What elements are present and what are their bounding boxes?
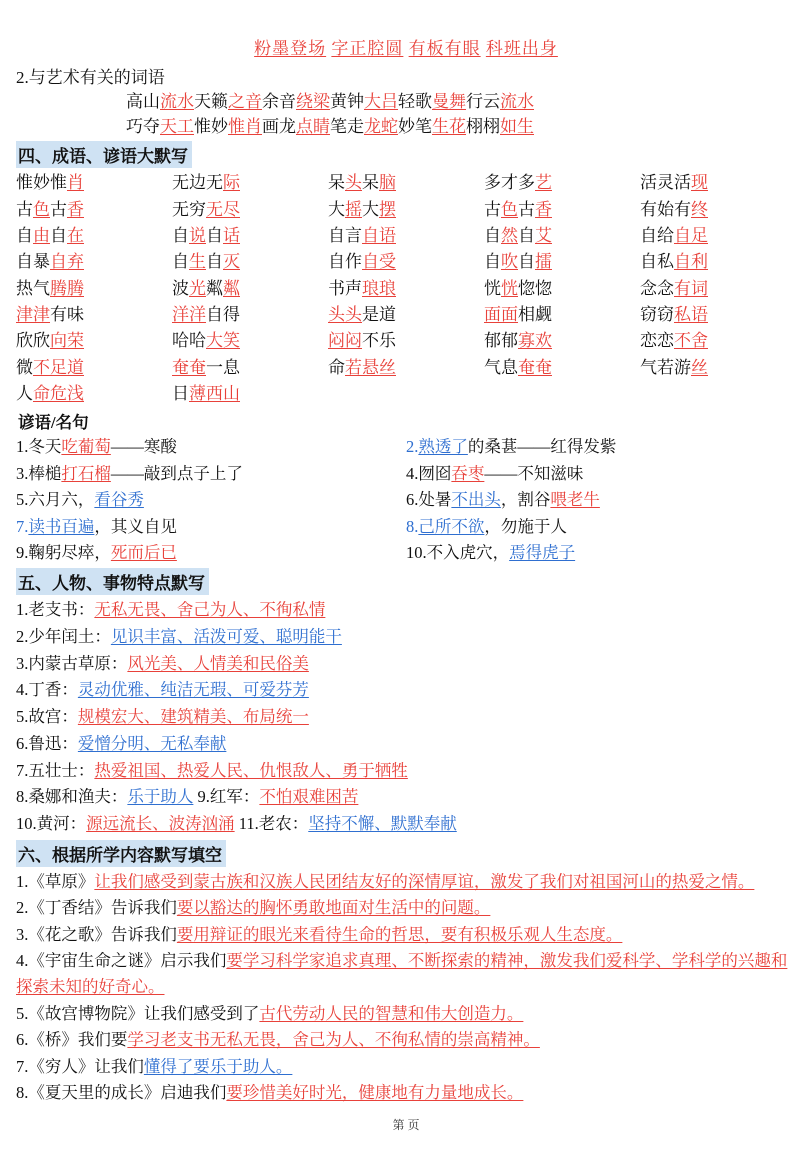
idiom-cell: [640, 276, 796, 302]
idiom-text: 危浅: [50, 384, 84, 404]
proverb-text: 焉得虎子: [509, 542, 576, 562]
trait-text: 9.红军：: [193, 787, 260, 807]
idiom-text: 命: [33, 384, 50, 404]
proverb-text: 8.: [406, 516, 419, 536]
character-trait-item: [16, 811, 796, 838]
proverb-text: ，割谷: [500, 490, 551, 510]
section4-title: [16, 141, 796, 168]
trait-text: 灵动优雅、纯洁无瑕、可爱芬芳: [77, 680, 309, 700]
art-term: 如生: [500, 116, 534, 136]
idiom-text: 际: [223, 173, 240, 193]
idiom-cell: [16, 302, 172, 328]
idiom-text: 生: [189, 252, 206, 272]
proverb-text: 5.六月六，: [16, 490, 95, 510]
proverb-item: [406, 487, 796, 513]
character-trait-item: [16, 758, 796, 785]
idiom-text: 自: [484, 252, 501, 272]
idiom-text: 无穷: [172, 199, 206, 219]
idiom-cell: [172, 223, 328, 249]
idiom-cell: [484, 197, 640, 223]
idiom-text: 有词: [674, 278, 708, 298]
idiom-text: 自利: [674, 252, 708, 272]
proverb-item: [16, 514, 406, 540]
fill-text: 5.《故宫博物院》让我们感受到了: [16, 1003, 260, 1023]
section6-title-text: 六、根据所学内容默写填空: [16, 840, 226, 867]
idiom-cell: [16, 276, 172, 302]
trait-text: 不怕艰难困苦: [259, 787, 359, 807]
idiom-text: 头: [345, 173, 362, 193]
proverb-text: 喂老牛: [550, 490, 600, 510]
proverb-item: [406, 434, 796, 460]
art-term: 惟妙: [194, 116, 228, 136]
trait-text: 无私无畏、舍己为人、不徇私情: [94, 600, 326, 620]
idiom-cell: [484, 170, 640, 196]
idiom-cell: [172, 276, 328, 302]
header-idiom-line: [16, 34, 796, 59]
idiom-text: 微: [16, 357, 33, 377]
art-term: 笔走: [330, 116, 364, 136]
proverb-item: [406, 461, 796, 487]
proverb-text: 9.鞠躬尽瘁，: [16, 542, 111, 562]
art-term: 流水: [500, 92, 534, 111]
art-term: 黄钟: [330, 92, 364, 111]
art-term: 轻歌: [398, 92, 432, 111]
idiom-text: 粼: [206, 278, 223, 298]
proverb-item: [16, 487, 406, 513]
idiom-text: 自: [206, 252, 223, 272]
art-term: 点睛: [296, 116, 330, 136]
trait-text: 1.老支书：: [16, 600, 95, 620]
idiom-text: 然: [501, 225, 518, 245]
idiom-text: 现: [691, 173, 708, 193]
proverb-label: 谚语/名句: [18, 413, 89, 433]
proverb-text: 吞枣: [451, 463, 485, 483]
idiom-text: 灭: [223, 252, 240, 272]
art-term: 巧夺: [126, 116, 160, 136]
trait-text: 规模宏大、建筑精美、布局统一: [77, 707, 309, 727]
idiom-text: 自: [484, 225, 501, 245]
idiom-text: 若悬丝: [345, 357, 396, 377]
idiom-cell: [172, 355, 328, 381]
idiom-cell: [172, 249, 328, 275]
section2-title: 2.与艺术有关的词语: [16, 68, 165, 87]
idiom-text: 命: [328, 357, 345, 377]
proverb-text: 的桑葚——红得发紫: [467, 437, 617, 457]
idiom-text: 自: [172, 225, 189, 245]
header-term: 粉墨登场: [254, 39, 327, 58]
idiom-text: 恍: [484, 278, 501, 298]
page-footer: 第 页: [392, 1118, 420, 1133]
trait-text: 见识丰富、活泼可爱、聪明能干: [110, 627, 342, 647]
idiom-text: 终: [691, 199, 708, 219]
idiom-cell: [484, 276, 640, 302]
idiom-cell: [16, 381, 172, 407]
idiom-text: 自弃: [50, 252, 84, 272]
trait-text: 爱憎分明、无私奉献: [77, 733, 227, 753]
proverb-text: 死而后已: [110, 542, 177, 562]
idiom-cell: [328, 197, 484, 223]
idiom-text: 肖: [67, 173, 84, 193]
idiom-cell: [172, 328, 328, 354]
proverb-text: ——敲到点子上了: [110, 463, 243, 483]
idiom-text: 恍: [501, 278, 518, 298]
idiom-text: 多才多: [484, 173, 535, 193]
character-trait-item: [16, 597, 796, 624]
idiom-text: 由: [33, 225, 50, 245]
fill-blank-item: [16, 922, 796, 948]
idiom-text: 自作: [328, 252, 362, 272]
section2-line: [126, 90, 796, 115]
idiom-text: 波: [172, 278, 189, 298]
idiom-text: 人: [16, 384, 33, 404]
idiom-text: 面面: [484, 305, 518, 324]
idiom-text: 摆: [379, 199, 396, 219]
idiom-text: 是道: [362, 305, 396, 324]
idiom-text: 欣欣: [16, 331, 50, 351]
idiom-text: 在: [67, 225, 84, 245]
idiom-text: 书声: [328, 278, 362, 298]
idiom-text: 自暴: [16, 252, 50, 272]
idiom-text: 薄西山: [189, 384, 240, 404]
art-term: 流水: [160, 92, 194, 111]
idiom-cell: [640, 197, 796, 223]
section6-title: [16, 840, 796, 867]
idiom-text: 古: [50, 199, 67, 219]
header-term: 字正腔圆: [331, 39, 404, 58]
idiom-text: 活灵活: [640, 173, 691, 193]
proverb-item: [16, 461, 406, 487]
idiom-text: 色: [501, 199, 518, 219]
idiom-text: 古: [16, 199, 33, 219]
proverb-text: 己所不欲: [418, 516, 485, 536]
fill-text: 1.《草原》: [16, 871, 95, 891]
idiom-text: 自私: [640, 252, 674, 272]
idiom-cell: [484, 249, 640, 275]
trait-text: 源远流长、波涛汹涌: [86, 814, 235, 834]
art-term: 栩栩: [466, 116, 500, 136]
idiom-cell: [484, 223, 640, 249]
trait-text: 乐于助人: [127, 787, 194, 807]
idiom-text: 自得: [206, 305, 240, 324]
art-term: 曼舞: [432, 92, 466, 111]
idiom-text: 奄奄: [172, 357, 206, 377]
fill-text: 8.《夏天里的成长》启迪我们: [16, 1082, 227, 1102]
idiom-text: 自: [206, 225, 223, 245]
idiom-text: 脑: [379, 173, 396, 193]
idiom-cell: [172, 302, 328, 328]
idiom-text: 有味: [50, 305, 84, 324]
art-term: 画龙: [262, 116, 296, 136]
idiom-text: 向荣: [50, 331, 84, 351]
idiom-text: 香: [535, 199, 552, 219]
section2-lines: [126, 90, 796, 139]
idiom-text: 气若游: [640, 357, 691, 377]
idiom-text: 色: [33, 199, 50, 219]
fill-text: 4.《宇宙生命之谜》启示我们: [16, 950, 227, 970]
trait-text: 8.桑娜和渔夫：: [16, 787, 128, 807]
idiom-text: 自言: [328, 225, 362, 245]
art-term: 生花: [432, 116, 466, 136]
proverb-text: 3.棒槌: [16, 463, 62, 483]
trait-text: 10.黄河：: [16, 814, 87, 834]
idiom-text: 不足: [33, 357, 67, 377]
idiom-text: 自语: [362, 225, 396, 245]
idiom-text: 自: [16, 225, 33, 245]
idiom-text: 一息: [206, 357, 240, 377]
proverb-text: 不出头: [451, 490, 501, 510]
idiom-text: 日: [172, 384, 189, 404]
fill-blank-item: [16, 1001, 796, 1027]
trait-text: 热爱祖国、热爱人民、仇恨敌人、勇于牺牲: [94, 760, 408, 780]
section5-title: [16, 568, 796, 595]
trait-text: 坚持不懈、默默奉献: [308, 814, 457, 834]
idiom-text: 呆: [328, 173, 345, 193]
header-term: 有板有眼: [408, 39, 481, 58]
idiom-text: 大: [362, 199, 379, 219]
proverb-text: 熟透了: [418, 437, 468, 457]
proverb-text: 读书百遍: [28, 516, 95, 536]
idiom-cell: [16, 223, 172, 249]
idiom-text: 自给: [640, 225, 674, 245]
idiom-text: 大笑: [206, 331, 240, 351]
idiom-text: 古: [518, 199, 535, 219]
proverb-text: ，其义自见: [94, 516, 177, 536]
idiom-text: 话: [223, 225, 240, 245]
idiom-cell: [172, 381, 328, 407]
idiom-cell: [328, 249, 484, 275]
art-term: 大吕: [364, 92, 398, 111]
idiom-text: 说: [189, 225, 206, 245]
idiom-text: 艺: [535, 173, 552, 193]
section2-line: [126, 115, 796, 140]
idiom-text: 闷闷: [328, 331, 362, 351]
idiom-text: 自足: [674, 225, 708, 245]
idiom-text: 哈哈: [172, 331, 206, 351]
art-term: 天工: [160, 116, 194, 136]
idiom-text: 自受: [362, 252, 396, 272]
art-term: 高山: [126, 92, 160, 111]
idiom-cell: [16, 328, 172, 354]
idiom-text: 吹: [501, 252, 518, 272]
idiom-cell: [16, 355, 172, 381]
section4-title-text: 四、成语、谚语大默写: [16, 141, 192, 168]
fill-blank-list: [16, 869, 796, 1107]
idiom-cell: [640, 302, 796, 328]
idiom-text: 古: [484, 199, 501, 219]
idiom-text: 自: [518, 252, 535, 272]
idiom-text: 寡欢: [518, 331, 552, 351]
trait-text: 5.故宫：: [16, 707, 78, 727]
idiom-cell: [640, 249, 796, 275]
proverb-item: [406, 540, 796, 566]
idiom-cell: [640, 355, 796, 381]
idiom-text: 光: [189, 278, 206, 298]
idiom-text: 惟妙惟: [16, 173, 67, 193]
section5-title-text: 五、人物、事物特点默写: [16, 568, 209, 595]
idiom-text: 头头: [328, 305, 362, 324]
fill-blank-item: [16, 869, 796, 895]
idiom-text: 腾腾: [50, 278, 84, 298]
idiom-text: 丝: [691, 357, 708, 377]
idiom-cell: [328, 302, 484, 328]
character-trait-item: [16, 624, 796, 651]
fill-blank-item: [16, 1054, 796, 1080]
trait-text: 6.鲁迅：: [16, 733, 78, 753]
proverb-text: 2.: [406, 437, 419, 457]
proverb-item: [16, 540, 406, 566]
idiom-text: 津津: [16, 305, 50, 324]
fill-blank-item: [16, 895, 796, 921]
idiom-grid: [16, 170, 796, 407]
idiom-text: 大: [328, 199, 345, 219]
fill-text: 2.《丁香结》告诉我们: [16, 898, 177, 918]
fill-text: 3.《花之歌》告诉我们: [16, 924, 177, 944]
idiom-text: 自: [50, 225, 67, 245]
fill-text: 学习老支书无私无畏，舍己为人、不徇私情的崇高精神。: [127, 1030, 540, 1050]
art-term: 余音: [262, 92, 296, 111]
fill-text: 要用辩证的眼光来看待生命的哲思，要有积极乐观人生态度。: [176, 924, 623, 944]
idiom-text: 道: [67, 357, 84, 377]
idiom-cell: [328, 355, 484, 381]
idiom-text: 郁郁: [484, 331, 518, 351]
idiom-cell: [640, 328, 796, 354]
idiom-text: 热气: [16, 278, 50, 298]
proverb-text: 看谷秀: [94, 490, 144, 510]
idiom-text: 不乐: [362, 331, 396, 351]
idiom-text: 自: [518, 225, 535, 245]
character-trait-item: [16, 677, 796, 704]
idiom-text: 恋恋: [640, 331, 674, 351]
idiom-text: 私语: [674, 305, 708, 324]
fill-text: 让我们感受到蒙古族和汉族人民团结友好的深情厚谊，激发了我们对祖国河山的热爱之情。: [94, 871, 755, 891]
proverb-text: 7.: [16, 516, 29, 536]
idiom-text: 洋洋: [172, 305, 206, 324]
idiom-text: 相觑: [518, 305, 552, 324]
character-trait-list: [16, 597, 796, 837]
fill-text: 6.《桥》我们要: [16, 1030, 128, 1050]
fill-blank-item: [16, 948, 796, 1001]
character-trait-item: [16, 731, 796, 758]
proverb-text: ，勿施于人: [484, 516, 567, 536]
idiom-text: 惚惚: [518, 278, 552, 298]
idiom-cell: [484, 355, 640, 381]
art-term: 行云: [466, 92, 500, 111]
fill-blank-item: [16, 1080, 796, 1106]
idiom-cell: [172, 197, 328, 223]
art-term: 妙笔: [398, 116, 432, 136]
proverb-text: ——寒酸: [110, 437, 177, 457]
art-term: 之音: [228, 92, 262, 111]
idiom-text: 无尽: [206, 199, 240, 219]
idiom-cell: [328, 170, 484, 196]
idiom-text: 艾: [535, 225, 552, 245]
idiom-cell: [484, 328, 640, 354]
proverb-text: 4.囫囵: [406, 463, 452, 483]
idiom-text: 气息: [484, 357, 518, 377]
idiom-text: 念念: [640, 278, 674, 298]
trait-text: 4.丁香：: [16, 680, 78, 700]
fill-text: 要珍惜美好时光，健康地有力量地成长。: [226, 1082, 524, 1102]
idiom-text: 有始有: [640, 199, 691, 219]
proverb-text: 吃葡萄: [61, 437, 111, 457]
art-term: 天籁: [194, 92, 228, 111]
fill-text: 古代劳动人民的智慧和伟大创造力。: [259, 1003, 524, 1023]
idiom-text: 窃窃: [640, 305, 674, 324]
art-term: 龙蛇: [364, 116, 398, 136]
idiom-text: 摇: [345, 199, 362, 219]
art-term: 惟肖: [228, 116, 262, 136]
idiom-text: 粼: [223, 278, 240, 298]
proverb-text: 10.不入虎穴，: [406, 542, 510, 562]
art-term: 绕梁: [296, 92, 330, 111]
proverb-text: 1.冬天: [16, 437, 62, 457]
idiom-text: 奄奄: [518, 357, 552, 377]
idiom-text: 擂: [535, 252, 552, 272]
trait-text: 3.内蒙古草原：: [16, 653, 128, 673]
proverb-text: 6.处暑: [406, 490, 452, 510]
idiom-text: 无边无: [172, 173, 223, 193]
fill-text: 要以豁达的胸怀勇敢地面对生活中的问题。: [176, 898, 491, 918]
idiom-text: 香: [67, 199, 84, 219]
idiom-cell: [328, 328, 484, 354]
idiom-text: 呆: [362, 173, 379, 193]
trait-text: 7.五壮士：: [16, 760, 95, 780]
header-term: 科班出身: [485, 39, 558, 58]
character-trait-item: [16, 704, 796, 731]
proverb-grid: [16, 434, 796, 566]
fill-text: 7.《穷人》让我们: [16, 1056, 144, 1076]
idiom-cell: [16, 249, 172, 275]
proverb-item: [16, 434, 406, 460]
fill-text: 要学习科学家追求真理、不断探索的精神，激发我们爱科学、学科学的兴趣和探索未知的好奇心。: [16, 950, 788, 997]
trait-text: 2.少年闰土：: [16, 627, 111, 647]
idiom-text: 琅琅: [362, 278, 396, 298]
fill-blank-item: [16, 1027, 796, 1053]
idiom-cell: [172, 170, 328, 196]
trait-text: 11.老农：: [234, 814, 309, 834]
idiom-cell: [640, 223, 796, 249]
character-trait-item: [16, 651, 796, 678]
idiom-cell: [484, 302, 640, 328]
idiom-text: 不舍: [674, 331, 708, 351]
idiom-cell: [16, 170, 172, 196]
idiom-text: 自: [172, 252, 189, 272]
trait-text: 风光美、人情美和民俗美: [127, 653, 309, 673]
proverb-item: [406, 514, 796, 540]
fill-text: 懂得了要乐于助人。: [143, 1056, 293, 1076]
character-trait-item: [16, 784, 796, 811]
idiom-cell: [640, 170, 796, 196]
proverb-text: 打石榴: [61, 463, 111, 483]
idiom-cell: [16, 197, 172, 223]
idiom-cell: [328, 223, 484, 249]
proverb-text: ——不知滋味: [484, 463, 584, 483]
idiom-cell: [328, 276, 484, 302]
